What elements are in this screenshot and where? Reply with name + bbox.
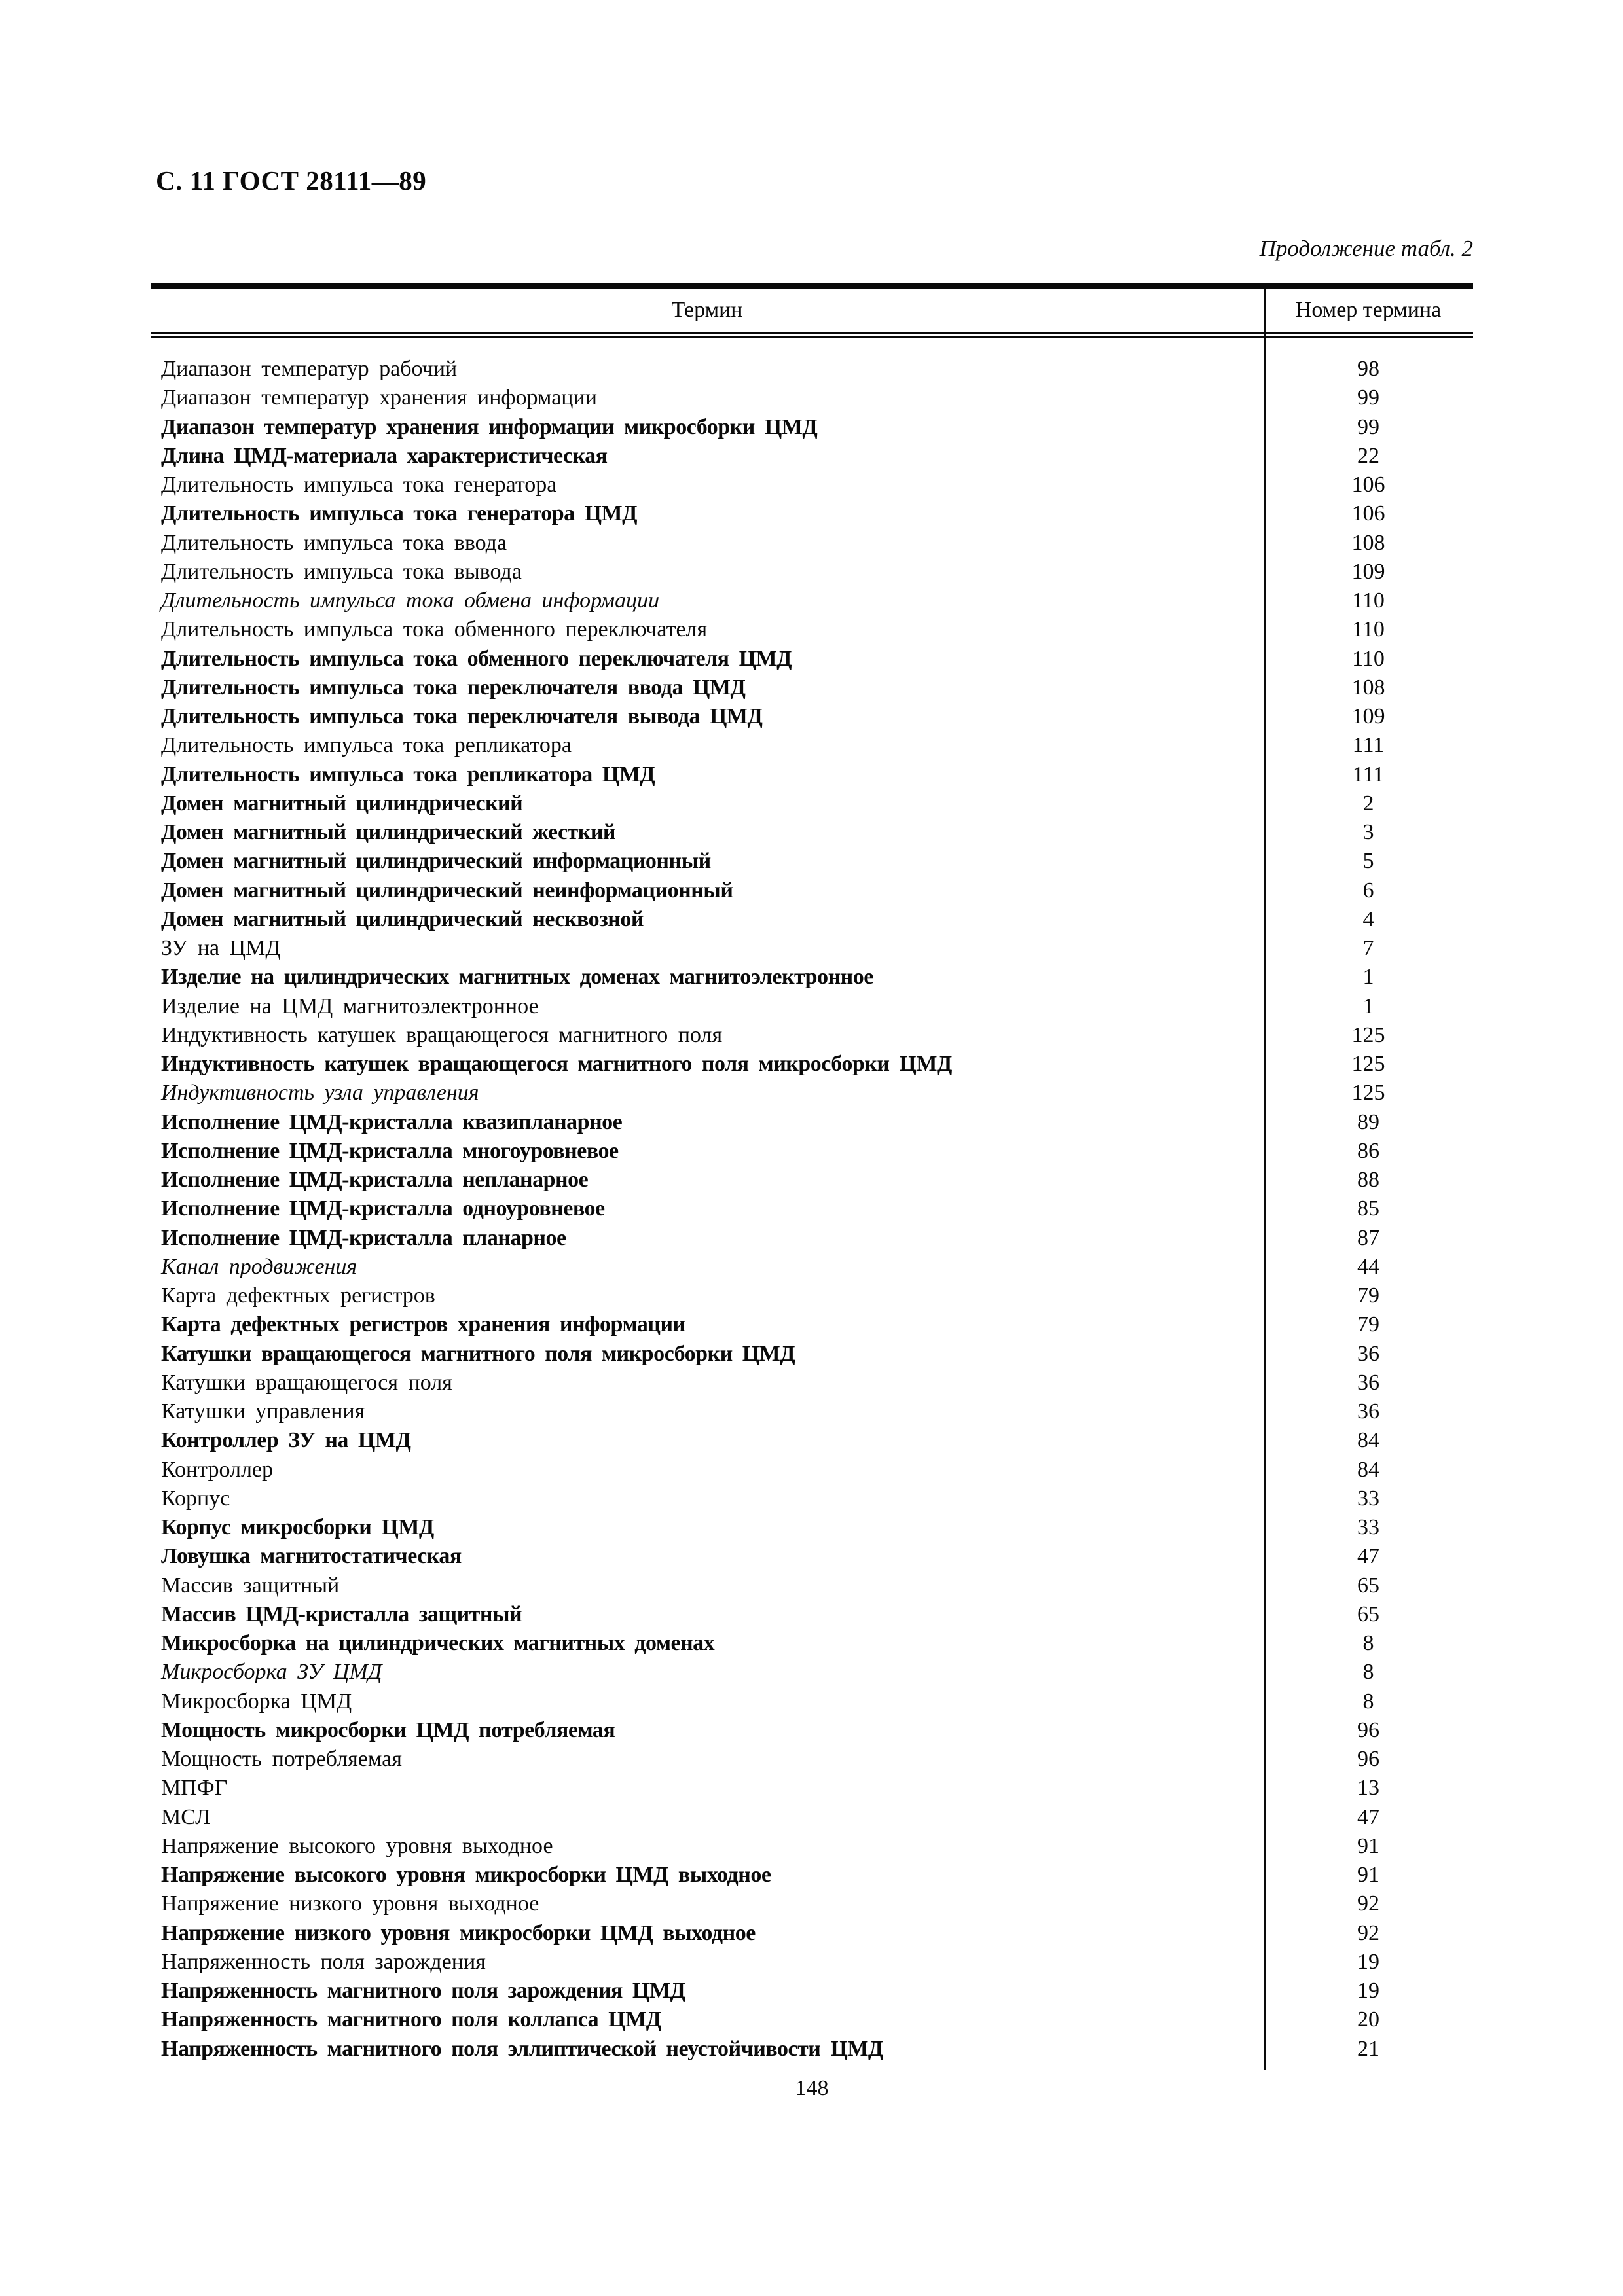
page-header: С. 11 ГОСТ 28111—89 [156, 166, 427, 196]
table-row [151, 673, 1473, 702]
table-row [151, 963, 1473, 992]
table-row [151, 2035, 1473, 2064]
term-number-cell: 6 [1362, 878, 1374, 903]
table-row [151, 1340, 1473, 1369]
term-number-cell: 85 [1357, 1196, 1379, 1221]
term-cell: Изделие на цилиндрических магнитных доменах магнитоэлектронное [161, 965, 873, 990]
table-row [151, 1803, 1473, 1832]
table-row [151, 1050, 1473, 1079]
column-header-term-number: Номер термина [1295, 298, 1442, 322]
term-cell: Длина ЦМД-материала характеристическая [161, 443, 608, 468]
table-row [151, 761, 1473, 789]
term-number-cell: 125 [1351, 1022, 1385, 1047]
table-row [151, 1253, 1473, 1282]
term-number-cell: 106 [1351, 473, 1385, 497]
term-cell: МСЛ [161, 1804, 211, 1829]
table-row [151, 1456, 1473, 1484]
table-row [151, 1600, 1473, 1629]
term-cell: Длительность импульса тока обменного переключателя [161, 617, 708, 642]
term-cell: Напряжение высокого уровня микросборки ЦМД выходное [161, 1863, 771, 1888]
term-number-cell: 47 [1357, 1544, 1379, 1569]
term-cell: Напряжение низкого уровня выходное [161, 1892, 539, 1916]
table-row [151, 413, 1473, 442]
term-cell: Диапазон температур хранения информации микросборки ЦМД [161, 414, 818, 439]
term-number-cell: 88 [1357, 1168, 1379, 1193]
table-row [151, 499, 1473, 528]
term-cell: Домен магнитный цилиндрический [161, 791, 523, 816]
table-row [151, 529, 1473, 558]
term-cell: Мощность потребляемая [161, 1747, 402, 1772]
term-number-cell: 19 [1357, 1979, 1379, 2003]
term-number-cell: 36 [1357, 1370, 1379, 1395]
term-cell: Исполнение ЦМД-кристалла квазипланарное [161, 1109, 623, 1134]
table-row [151, 1166, 1473, 1194]
term-cell: Индуктивность катушек вращающегося магнитного поля микросборки ЦМД [161, 1052, 952, 1077]
term-cell: Длительность импульса тока вывода [161, 559, 522, 584]
term-number-cell: 109 [1351, 559, 1385, 584]
term-cell: Карта дефектных регистров хранения информации [161, 1312, 685, 1337]
table-row [151, 645, 1473, 673]
table-row [151, 1948, 1473, 1977]
table-row [151, 471, 1473, 499]
table-row [151, 558, 1473, 586]
page-number: 148 [795, 2076, 829, 2100]
table-row [151, 615, 1473, 644]
term-cell: Катушки управления [161, 1399, 365, 1424]
term-cell: Исполнение ЦМД-кристалла одноуровневое [161, 1196, 605, 1221]
table-row [151, 384, 1473, 412]
term-number-cell: 22 [1357, 443, 1379, 468]
term-cell: Домен магнитный цилиндрический информационный [161, 849, 711, 874]
term-number-cell: 33 [1357, 1486, 1379, 1511]
table-row [151, 731, 1473, 760]
term-number-cell: 3 [1362, 820, 1374, 845]
table-row [151, 1890, 1473, 1918]
term-cell: Катушки вращающегося магнитного поля микросборки ЦМД [161, 1341, 795, 1366]
term-number-cell: 108 [1351, 530, 1385, 555]
term-number-cell: 96 [1357, 1747, 1379, 1772]
table-row [151, 1484, 1473, 1513]
table-row [151, 1861, 1473, 1890]
term-number-cell: 79 [1357, 1283, 1379, 1308]
table-row [151, 847, 1473, 876]
term-number-cell: 92 [1357, 1892, 1379, 1916]
table-row [151, 1687, 1473, 1716]
term-cell: Контроллер ЗУ на ЦМД [161, 1428, 411, 1453]
term-number-cell: 44 [1357, 1254, 1379, 1279]
term-number-cell: 1 [1362, 994, 1374, 1018]
term-cell: Диапазон температур хранения информации [161, 386, 597, 410]
term-cell: Контроллер [161, 1457, 274, 1482]
term-cell: Массив защитный [161, 1573, 340, 1598]
term-cell: Микросборка ЦМД [161, 1689, 352, 1713]
term-cell: Напряжение низкого уровня микросборки ЦМД выходное [161, 1920, 756, 1945]
term-cell: Изделие на ЦМД магнитоэлектронное [161, 994, 539, 1018]
term-cell: Длительность импульса тока генератора [161, 473, 557, 497]
term-number-cell: 19 [1357, 1949, 1379, 1974]
table-row [151, 1542, 1473, 1571]
table-row [151, 355, 1473, 384]
table-row [151, 1745, 1473, 1774]
term-cell: Длительность импульса тока переключателя вывода ЦМД [161, 704, 763, 729]
table-row [151, 818, 1473, 847]
term-number-cell: 21 [1357, 2036, 1379, 2061]
term-number-cell: 79 [1357, 1312, 1379, 1337]
term-cell: Домен магнитный цилиндрический жесткий [161, 820, 616, 845]
term-number-cell: 36 [1357, 1399, 1379, 1424]
table-row [151, 442, 1473, 471]
table-row [151, 2005, 1473, 2034]
term-number-cell: 7 [1362, 936, 1374, 961]
table-row [151, 586, 1473, 615]
term-cell: Напряжение высокого уровня выходное [161, 1833, 553, 1858]
term-cell: Длительность импульса тока репликатора [161, 733, 572, 758]
term-number-cell: 13 [1357, 1776, 1379, 1801]
term-number-cell: 92 [1357, 1920, 1379, 1945]
term-cell: Домен магнитный цилиндрический несквозной [161, 906, 644, 931]
table-header-row [151, 289, 1473, 332]
term-number-cell: 84 [1357, 1428, 1379, 1453]
term-cell: Напряженность магнитного поля зарождения ЦМД [161, 1979, 685, 2003]
term-cell: Массив ЦМД-кристалла защитный [161, 1602, 522, 1626]
term-number-cell: 65 [1357, 1573, 1379, 1598]
term-number-cell: 108 [1351, 675, 1385, 700]
table-row [151, 1716, 1473, 1745]
term-cell: Диапазон температур рабочий [161, 357, 458, 382]
table-row [151, 702, 1473, 731]
term-number-cell: 110 [1352, 646, 1385, 671]
term-number-cell: 125 [1351, 1081, 1385, 1105]
table-row [151, 1369, 1473, 1397]
table-row [151, 1513, 1473, 1542]
term-number-cell: 111 [1352, 733, 1385, 758]
table-row [151, 1774, 1473, 1803]
table-row [151, 1397, 1473, 1426]
table-row [151, 1194, 1473, 1223]
term-cell: Напряженность поля зарождения [161, 1949, 486, 1974]
term-cell: Длительность импульса тока обмена информации [161, 588, 660, 613]
term-number-cell: 2 [1362, 791, 1374, 816]
term-cell: МПФГ [161, 1776, 228, 1801]
term-number-cell: 91 [1357, 1833, 1379, 1858]
table-row [151, 1426, 1473, 1455]
table-row [151, 992, 1473, 1021]
term-cell: Домен магнитный цилиндрический неинформационный [161, 878, 733, 903]
term-number-cell: 33 [1357, 1515, 1379, 1540]
table-row [151, 1658, 1473, 1687]
term-number-cell: 84 [1357, 1457, 1379, 1482]
table-rows [151, 338, 1473, 2064]
term-number-cell: 110 [1352, 617, 1385, 642]
term-cell: Корпус [161, 1486, 230, 1511]
term-cell: Длительность импульса тока генератора ЦМД [161, 501, 638, 526]
term-cell: Корпус микросборки ЦМД [161, 1515, 434, 1540]
term-number-cell: 36 [1357, 1341, 1379, 1366]
term-cell: Длительность импульса тока переключателя ввода ЦМД [161, 675, 746, 700]
term-cell: Исполнение ЦМД-кристалла непланарное [161, 1168, 589, 1193]
term-number-cell: 125 [1351, 1052, 1385, 1077]
term-number-cell: 65 [1357, 1602, 1379, 1626]
table-row [151, 1079, 1473, 1107]
term-cell: ЗУ на ЦМД [161, 936, 281, 961]
table-row [151, 1224, 1473, 1253]
term-cell: Длительность импульса тока ввода [161, 530, 507, 555]
term-number-cell: 8 [1362, 1631, 1374, 1656]
table-row [151, 1137, 1473, 1166]
term-cell: Напряженность магнитного поля эллиптической неустойчивости ЦМД [161, 2036, 883, 2061]
term-cell: Исполнение ЦМД-кристалла планарное [161, 1225, 566, 1250]
term-number-cell: 89 [1357, 1109, 1379, 1134]
table-row [151, 1629, 1473, 1658]
term-number-cell: 1 [1362, 965, 1374, 990]
term-cell: Микросборка на цилиндрических магнитных доменах [161, 1631, 715, 1656]
term-number-cell: 106 [1351, 501, 1385, 526]
table-row [151, 1571, 1473, 1600]
term-cell: Мощность микросборки ЦМД потребляемая [161, 1717, 615, 1742]
table-row [151, 1919, 1473, 1948]
table-row [151, 1832, 1473, 1861]
term-cell: Длительность импульса тока обменного переключателя ЦМД [161, 646, 792, 671]
column-divider [1264, 289, 1266, 2070]
term-number-cell: 109 [1351, 704, 1385, 729]
table-row [151, 1108, 1473, 1137]
term-cell: Длительность импульса тока репликатора ЦМД [161, 762, 655, 787]
term-number-cell: 99 [1357, 386, 1379, 410]
column-header-term: Термин [671, 298, 743, 322]
term-number-cell: 4 [1362, 906, 1374, 931]
term-number-cell: 98 [1357, 357, 1379, 382]
term-number-cell: 86 [1357, 1138, 1379, 1163]
term-cell: Микросборка ЗУ ЦМД [161, 1660, 382, 1685]
term-cell: Напряженность магнитного поля коллапса ЦМД [161, 2007, 661, 2032]
table-row [151, 876, 1473, 905]
table-row [151, 1021, 1473, 1050]
term-number-cell: 8 [1362, 1660, 1374, 1685]
term-cell: Катушки вращающегося поля [161, 1370, 452, 1395]
term-number-cell: 99 [1357, 414, 1379, 439]
term-number-cell: 91 [1357, 1863, 1379, 1888]
term-number-cell: 8 [1362, 1689, 1374, 1713]
table-row [151, 1977, 1473, 2005]
term-number-cell: 20 [1357, 2007, 1379, 2032]
table-row [151, 1282, 1473, 1310]
term-cell: Карта дефектных регистров [161, 1283, 435, 1308]
term-number-cell: 96 [1357, 1717, 1379, 1742]
table-row [151, 905, 1473, 934]
terms-index-table [151, 283, 1473, 2064]
term-number-cell: 87 [1357, 1225, 1379, 1250]
term-number-cell: 111 [1352, 762, 1385, 787]
term-number-cell: 110 [1352, 588, 1385, 613]
table-row [151, 789, 1473, 818]
term-cell: Ловушка магнитостатическая [161, 1544, 462, 1569]
term-cell: Канал продвижения [161, 1254, 357, 1279]
table-row [151, 1310, 1473, 1339]
term-cell: Индуктивность катушек вращающегося магнитного поля [161, 1022, 723, 1047]
header-double-rule [151, 332, 1473, 338]
term-cell: Индуктивность узла управления [161, 1081, 479, 1105]
term-number-cell: 5 [1362, 849, 1374, 874]
term-cell: Исполнение ЦМД-кристалла многоуровневое [161, 1138, 619, 1163]
table-row [151, 934, 1473, 963]
table-continuation-label: Продолжение табл. 2 [1259, 236, 1473, 261]
term-number-cell: 47 [1357, 1804, 1379, 1829]
